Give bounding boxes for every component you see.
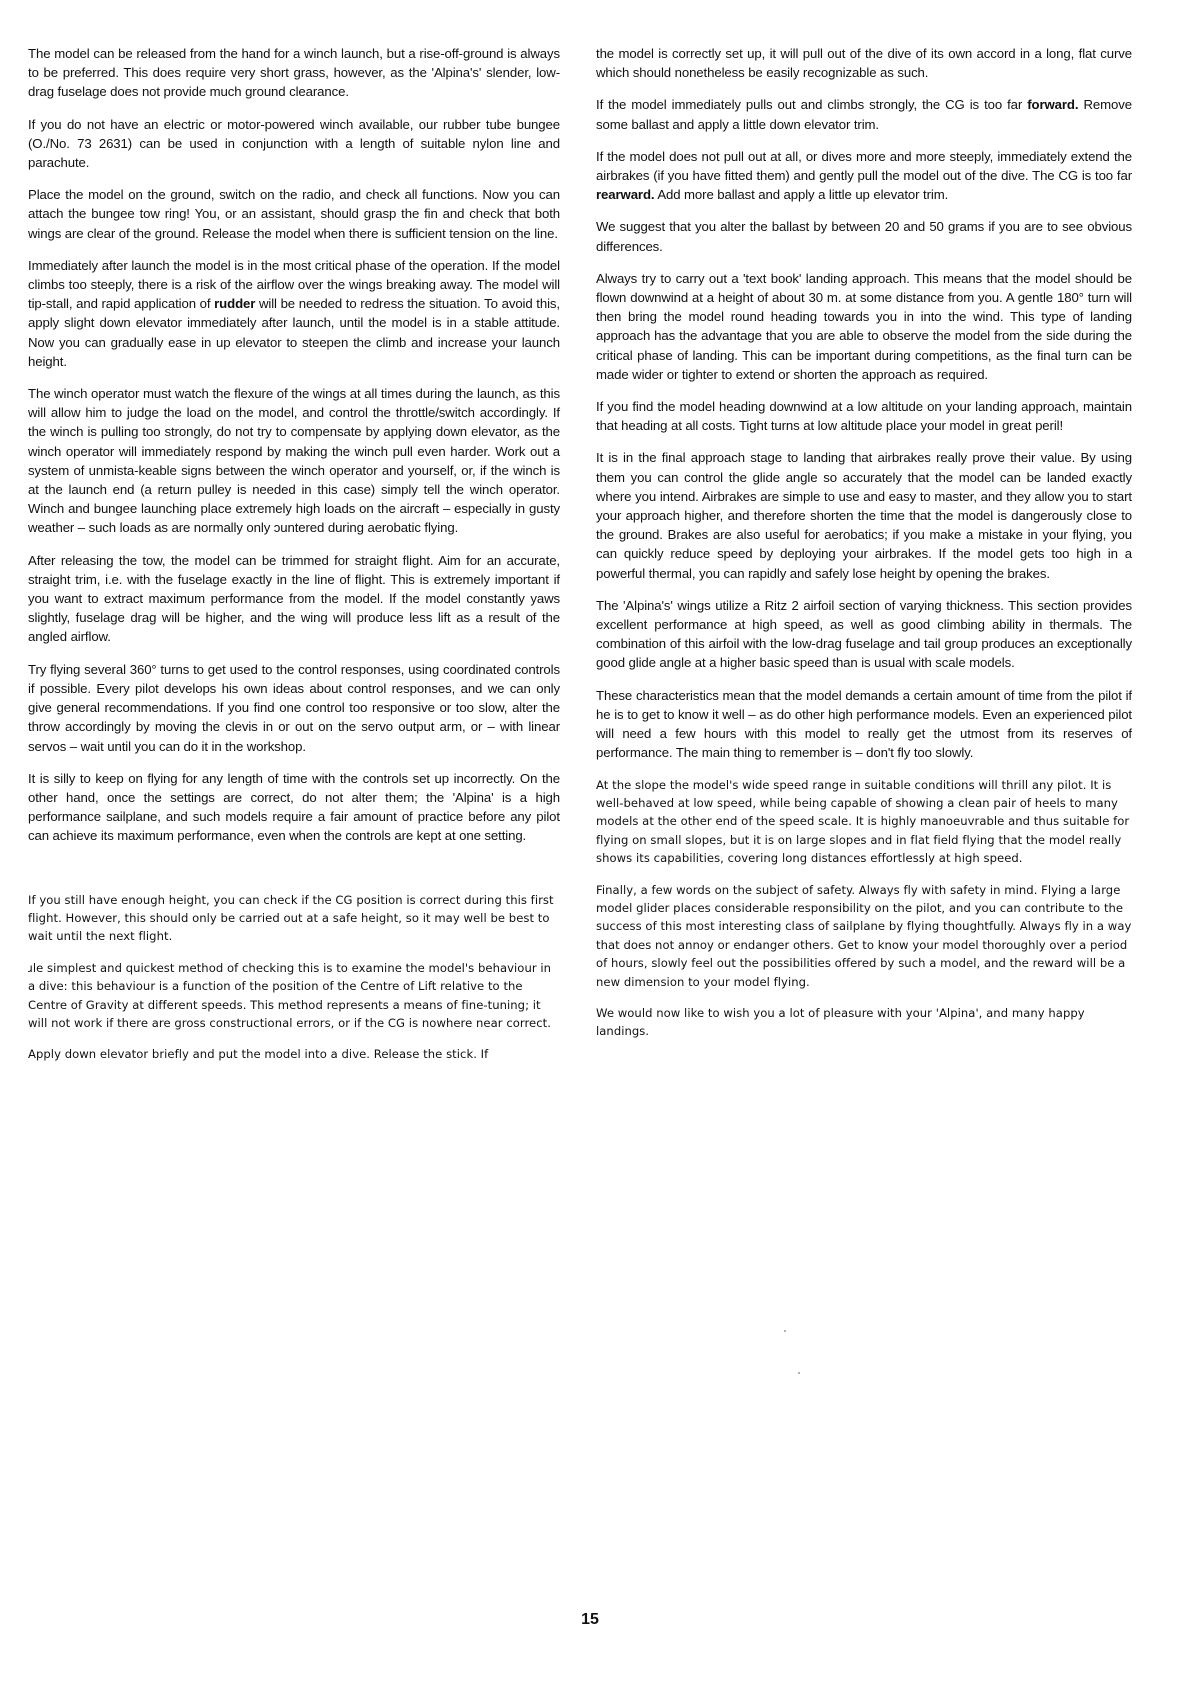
paragraph-dive-method: ɹle simplest and quickest method of checking this is to examine the model's behaviour in a dive: this behaviour is a function of the position of the Centre of Lift relative to the Centre of Gravity at different speeds. This method represents a means of fine-tuning; it will not work if there are gross constructional errors, or if the CG is nowhere near correct.	[28, 960, 552, 1030]
paragraph-landing-approach: Always try to carry out a 'text book' landing approach. This means that the model should be flown downwind at a height of about 30 m. at some distance from you. A gentle 180° turn will then bring the model round heading towards you in into the wind. This type of landing approach has the advantage that you are able to observe the model from the side during the critical phase of landing. This can be important during competitions, as the final turn can be made wider or tighter to extend or shorten the approach as required.	[596, 270, 1132, 382]
paragraph-closing-wish: We would now like to wish you a lot of pleasure with your 'Alpina', and many happy landings.	[596, 1005, 1085, 1039]
paragraph-airbrakes: It is in the final approach stage to landing that airbrakes really prove their value. By using them you can control the glide angle so accurately that the model can be landed exactly where you intend. Airbrakes are simple to use and easy to master, and they allow you to start your approach higher, and therefore shorten the time that the model is dangerously close to the ground. Brakes are also useful for aerobatics; if you make a mistake in your flying, you can quickly reduce speed by deploying your airbrakes. If the model gets too high in a powerful thermal, you can rapidly and safely lose height by opening the brakes.	[596, 450, 1132, 581]
paragraph-turns: Try flying several 360° turns to get used to the control responses, using coordinated controls if possible. Every pilot develops his own ideas about control responses, and we can only give general recommendations. If you find one control too responsive or too slow, alter the throw accordingly by moving the clevis in or out on the servo output arm, or – with linear servos – wait until you can do it in the workshop.	[28, 661, 560, 754]
bold-rearward: rearward.	[596, 187, 655, 203]
column-gap	[28, 859, 560, 891]
paragraph-place-model: Place the model on the ground, switch on the radio, and check all functions. Now you can attach the bungee tow ring! You, or an assistant, should grasp the fin and check that both wings are clear of the ground. Release the model when there is sufficient tension on the line.	[28, 187, 560, 241]
paragraph-slope: At the slope the model's wide speed range in suitable conditions will thrill any pilot. It is well-behaved at low speed, while being capable of showing a clean pair of heels to many models at the other end of the speed scale. It is highly manoeuvrable and thus suitable for flying on small slopes, but it is on large slopes and in flat field flying that the model really shows its capabilities, covering long distances effortlessly at high speed.	[596, 777, 1130, 866]
paragraph-bungee: If you do not have an electric or motor-powered winch available, our rubber tube bungee (O./No. 73 2631) can be used in conjunction with a length of suitable nylon line and parachute.	[28, 116, 560, 171]
paragraph-characteristics: These characteristics mean that the model demands a certain amount of time from the pilot if he is to get to know it well – as do other high performance models. Even an experienced pilot will need a few hours with this model to really get the utmost from its reserves of performance. The main thing to remember is – don't fly too slowly.	[596, 687, 1132, 761]
paragraph-controls: It is silly to keep on flying for any length of time with the controls set up incorrectly. On the other hand, once the settings are correct, do not alter them; the 'Alpina' is a high performance sailplane, and such models require a fair amount of practice before any pilot can achieve its maximum performance, even when the controls are kept at one setting.	[28, 770, 560, 844]
paragraph-ballast: We suggest that you alter the ballast by between 20 and 50 grams if you are to see obvious differences.	[596, 219, 1132, 254]
paragraph-safety: Finally, a few words on the subject of safety. Always fly with safety in mind. Flying a large model glider places considerable responsibility on the pilot, and you can contribute to the success of this most interesting class of sailplane by flying thoughtfully. Always fly in a way that does not annoy or endanger others. Get to know your model thoroughly over a period of hours, slowly feel out the possibilities offered by such a model, and the reward will be a new dimension to your model flying.	[596, 882, 1132, 989]
scan-speck	[784, 1330, 786, 1332]
right-column	[596, 44, 1132, 1054]
paragraph-cg-check: If you still have enough height, you can check if the CG position is correct during this first flight. However, this should only be carried out at a safe height, so it may well be best to wait until the next flight.	[28, 892, 554, 944]
paragraph-downwind: If you find the model heading downwind at a low altitude on your landing approach, maintain that heading at all costs. Tight turns at low altitude place your model in great peril!	[596, 399, 1132, 434]
paragraph-cg-forward: If the model immediately pulls out and climbs strongly, the CG is too far forward. Remove some ballast and apply a little down elevator trim.	[596, 97, 1132, 132]
paragraph-airfoil: The 'Alpina's' wings utilize a Ritz 2 airfoil section of varying thickness. This section provides excellent performance at high speed, as well as good climbing ability in thermals. The combination of this airfoil with the low-drag fuselage and tail group produces an exceptionally good glide angle at a higher basic speed than is usual with scale models.	[596, 597, 1132, 671]
scan-speck	[798, 1372, 800, 1374]
paragraph-cg-rearward: If the model does not pull out at all, or dives more and more steeply, immediately extend the airbrakes (if you have fitted them) and gently pull the model out of the dive. The CG is too far rearward. Add more ballast and apply a little up elevator trim.	[596, 148, 1132, 203]
bold-forward: forward.	[1027, 97, 1079, 113]
paragraph-pull-out: the model is correctly set up, it will pull out of the dive of its own accord in a long, flat curve which should nonetheless be easily recognizable as such.	[596, 46, 1132, 81]
page-number: 15	[581, 1611, 599, 1628]
bold-rudder: rudder	[214, 296, 256, 312]
paragraph-after-launch: Immediately after launch the model is in the most critical phase of the operation. If the model climbs too steeply, there is a risk of the airflow over the wings breaking away. The model will tip-stall, and rapid application of rudder will be needed to redress the situation. To avoid this, apply slight down elevator immediately after launch, until the model is in a stable attitude. Now you can gradually ease in up elevator to steepen the climb and increase your launch height.	[28, 257, 560, 369]
left-column	[28, 44, 560, 1077]
paragraph-apply-down: Apply down elevator briefly and put the model into a dive. Release the stick. If	[28, 1047, 489, 1062]
paragraph-winch-operator: The winch operator must watch the flexure of the wings at all times during the launch, as this will allow him to judge the load on the model, and control the throttle/switch accordingly. If the winch is pulling too strongly, do not try to compensate by applying down elevator, as the winch operator will immediately respond by making the winch pull even harder. Work out a system of unmista-keable signs between the winch operator and yourself, or, if the winch is at the launch end (a return pulley is needed in this case) simply tell the winch operator. Winch and bungee launching place extremely high loads on the aircraft – especially in gusty weather – such loads as are normally only ɔuntered during aerobatic flying.	[28, 386, 560, 536]
paragraph-release: The model can be released from the hand for a winch launch, but a rise-off-ground is always to be preferred. This does require very short grass, however, as the 'Alpina's' slender, low-drag fuselage does not provide much ground clearance.	[28, 46, 560, 100]
paragraph-trim: After releasing the tow, the model can be trimmed for straight flight. Aim for an accurate, straight trim, i.e. with the fuselage exactly in the line of flight. This is extremely important if you want to extract maximum performance from the model. If the model constantly yaws slightly, fuselage drag will be higher, and the wing will produce less lift as a result of the angled airflow.	[28, 552, 560, 645]
